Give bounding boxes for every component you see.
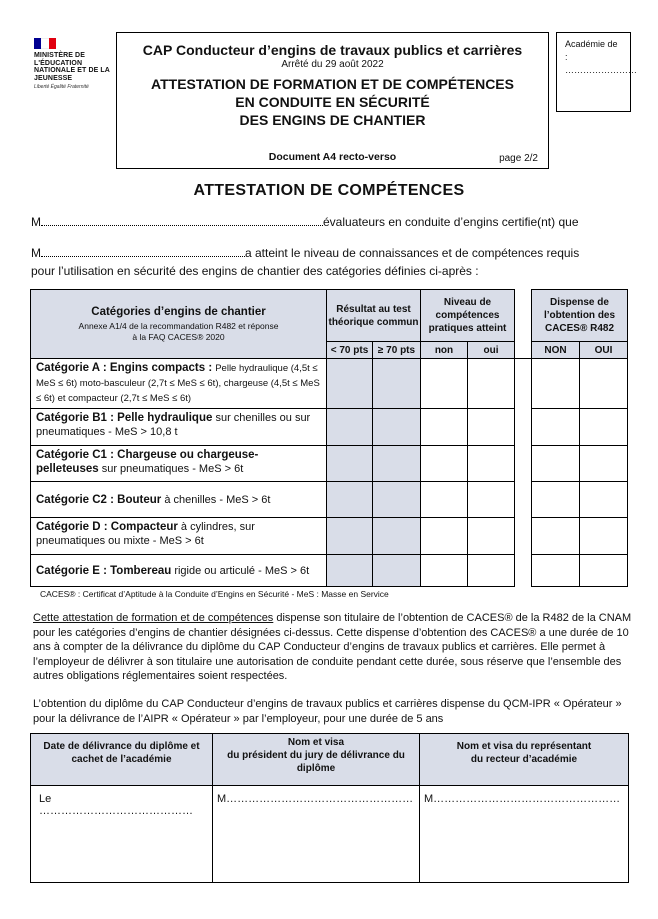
header-categories: [31, 290, 327, 359]
dispense-cell[interactable]: [532, 482, 580, 518]
dispense-paragraph: [33, 611, 633, 684]
dispense-cell[interactable]: [580, 518, 628, 555]
title-box: [116, 32, 549, 169]
sig-recteur-field[interactable]: M……………………………………………: [420, 786, 629, 883]
category-desc: sur pneumatiques - MeS > 6t: [101, 463, 244, 475]
arrete-date: Arrêté du 29 août 2022: [281, 59, 384, 70]
header-result-lt70: < 70 pts: [327, 342, 373, 359]
attestation-title-1: ATTESTATION DE FORMATION ET DE COMPÉTENCES: [151, 76, 514, 92]
level-cell[interactable]: [468, 482, 515, 518]
table-row: [31, 409, 628, 446]
level-cell[interactable]: [421, 359, 468, 409]
header-dispense-non: NON: [532, 342, 580, 359]
level-cell[interactable]: [468, 409, 515, 446]
level-cell[interactable]: [468, 446, 515, 482]
category-title: Catégorie E : Tombereau: [36, 564, 172, 577]
header-dispense: Dispense de l’obtention des CACES® R482: [532, 290, 628, 342]
level-cell[interactable]: [468, 518, 515, 555]
attestation-title-3: DES ENGINS DE CHANTIER: [239, 112, 426, 128]
dispense-paragraph-underlined: Cette attestation de formation et de compétences: [33, 612, 274, 624]
level-cell[interactable]: [421, 518, 468, 555]
level-cell[interactable]: [468, 359, 515, 409]
header-level-non: non: [421, 342, 468, 359]
category-title: Catégorie B1 : Pelle hydraulique: [36, 412, 213, 424]
sig-header-date-label: Date de délivrance du diplôme et cachet de l’académie: [43, 741, 200, 765]
document-format: Document A4 recto-verso: [268, 151, 397, 163]
level-cell[interactable]: [421, 482, 468, 518]
dispense-cell[interactable]: [580, 446, 628, 482]
academie-blank: ……………………: [565, 65, 637, 75]
dispense-cell[interactable]: [532, 446, 580, 482]
ministry-name: MINISTÈRE DE L'ÉDUCATION NATIONALE ET DE LA JEUNESSE: [34, 52, 110, 82]
dispense-cell[interactable]: [580, 482, 628, 518]
table-row: [31, 446, 628, 482]
sig-header-president: [213, 734, 420, 786]
category-cell: [31, 555, 327, 587]
page-number: page 2/2: [499, 153, 538, 164]
category-cell: [31, 359, 327, 409]
page-heading: ATTESTATION DE COMPÉTENCES: [193, 182, 465, 199]
line1-text: évaluateurs en conduite d’engins certifie(nt) que: [323, 215, 579, 229]
aipr-paragraph: L’obtention du diplôme du CAP Conducteur d’engins de travaux publics et carrières dispense du QCM-IPR « Opérateur » pour la délivrance de l’AIPR « Opérateur » par l’employeur, pour une durée de 5 ans: [33, 698, 622, 725]
line2-prefix: M: [31, 246, 41, 260]
sig-president-field[interactable]: M……………………………………………: [213, 786, 420, 883]
dispense-cell[interactable]: [532, 555, 580, 587]
evaluator-name-field[interactable]: [41, 215, 323, 226]
cap-title: CAP Conducteur d’engins de travaux publics et carrières: [142, 42, 523, 58]
candidate-line[interactable]: [31, 246, 641, 260]
result-cell[interactable]: [327, 359, 373, 409]
dispense-cell[interactable]: [532, 409, 580, 446]
line1-prefix: M: [31, 215, 41, 229]
sig-date-field[interactable]: Le ……………………………………: [31, 786, 213, 883]
sig-header-recteur-a: Nom et visa du représentant: [456, 741, 592, 752]
table-row: [31, 518, 628, 555]
level-cell[interactable]: [468, 555, 515, 587]
category-cell: [31, 446, 327, 482]
header-dispense-oui: OUI: [580, 342, 628, 359]
academie-box[interactable]: [556, 32, 637, 112]
category-title: Catégorie A : Engins compacts :: [36, 362, 213, 374]
category-desc: à cylindres, sur pneumatiques ou mixte - MeS > 6t: [36, 521, 255, 547]
header-result-ge70: ≥ 70 pts: [373, 342, 421, 359]
category-title: Catégorie C1 : Chargeuse ou chargeuse-pelleteuses: [36, 449, 259, 475]
attestation-title-2: EN CONDUITE EN SÉCURITÉ: [235, 94, 430, 110]
header-result: Résultat au test théorique commun: [327, 290, 421, 342]
dispense-paragraph-text: dispense son titulaire de l’obtention de CACES® de la R482 de la CNAM pour les catégories d’engins de chantier désignées ci-dessus. Cette dispense d’obtention des CACES® a une durée de 10 ans à compter de la délivrance du diplôme du CAP Conducteur d’engins de travaux publics et carrières. Elle permet à l’employeur de délivrer à son titulaire une autorisation de conduite pendant cette durée, sous réserve que l’ensemble des autres obligations réglementaires soient respectées.: [33, 612, 632, 682]
sig-header-president-a: Nom et visa: [287, 737, 345, 748]
signatures-table: [30, 733, 629, 883]
sig-header-recteur-b: du recteur d’académie: [470, 754, 578, 765]
line3-text: pour l’utilisation en sécurité des engins de chantier des catégories définies ci-après :: [31, 264, 479, 278]
ministry-motto: Liberté Égalité Fraternité: [34, 84, 89, 90]
dispense-cell[interactable]: [580, 555, 628, 587]
category-desc: Pelle hydraulique (4,5t ≤ MeS ≤ 6t) moto-basculeur (2,7t ≤ MeS ≤ 6t), chargeuse (4,5t ≤ MeS ≤ 6t) et compacteur (2,7t ≤ MeS ≤ 6t): [36, 363, 320, 404]
table-row: [31, 482, 628, 518]
table-row: [31, 359, 628, 409]
academie-label: Académie de :: [565, 39, 618, 62]
evaluator-line[interactable]: [31, 215, 631, 229]
category-cell: [31, 409, 327, 446]
abbreviations-note: CACES® : Certificat d’Aptitude à la Conduite d’Engins en Sécurité - MeS : Masse en Service: [40, 589, 389, 599]
category-desc: sur chenilles ou sur pneumatiques - MeS > 10,8 t: [36, 412, 311, 438]
dispense-cell[interactable]: [532, 359, 580, 409]
level-cell[interactable]: [421, 555, 468, 587]
ministry-logo: [34, 38, 119, 91]
category-desc: rigide ou articulé - MeS > 6t: [174, 564, 310, 577]
level-cell[interactable]: [421, 409, 468, 446]
dispense-cell[interactable]: [580, 359, 628, 409]
categories-table: [30, 289, 628, 587]
dispense-cell[interactable]: [580, 409, 628, 446]
level-cell[interactable]: [421, 446, 468, 482]
header-level: Niveau de compétences pratiques atteint: [421, 290, 515, 342]
header-categories-label: Catégories d’engins de chantier: [91, 305, 266, 318]
header-categories-sub: Annexe A1/4 de la recommandation R482 et réponse à la FAQ CACES® 2020: [78, 320, 279, 342]
sig-header-date: [31, 734, 213, 786]
category-desc: à chenilles - MeS > 6t: [164, 493, 271, 506]
header-level-oui: oui: [468, 342, 515, 359]
category-cell: [31, 518, 327, 555]
dispense-cell[interactable]: [532, 518, 580, 555]
candidate-name-field[interactable]: [41, 246, 245, 257]
line2-text: a atteint le niveau de connaissances et de compétences requis: [245, 246, 580, 260]
french-flag-icon: [34, 38, 56, 49]
category-title: Catégorie C2 : Bouteur: [36, 493, 162, 506]
result-cell[interactable]: [373, 359, 421, 409]
sig-header-recteur: [420, 734, 629, 786]
category-title: Catégorie D : Compacteur: [36, 521, 178, 533]
sig-header-president-b: du président du jury de délivrance du diplôme: [227, 750, 405, 774]
category-cell: [31, 482, 327, 518]
table-row: [31, 555, 628, 587]
